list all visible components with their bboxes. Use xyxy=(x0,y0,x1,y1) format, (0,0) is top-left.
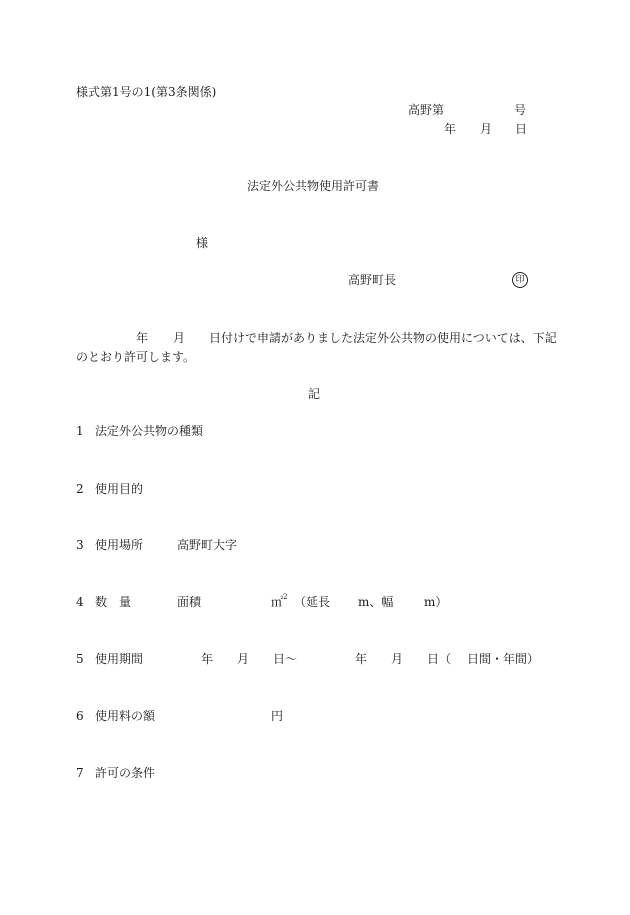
item-3-value: 高野町大字 xyxy=(177,538,238,552)
body-month: 月 xyxy=(173,331,186,345)
item-4-label: 数 量 xyxy=(95,595,132,609)
item-7-number: 7 xyxy=(76,766,84,780)
item-6-yen: 円 xyxy=(271,709,284,723)
seal-icon: 印 xyxy=(512,272,528,288)
item-4-extension: （延長 xyxy=(294,595,331,609)
date-year: 年 xyxy=(444,122,457,136)
item-5-start-year: 年 xyxy=(201,652,214,666)
item-4-number: 4 xyxy=(76,595,84,609)
item-2-number: 2 xyxy=(76,482,84,496)
item-5-end-year: 年 xyxy=(355,652,368,666)
date-day: 日 xyxy=(515,122,528,136)
item-5-number: 5 xyxy=(76,652,84,666)
item-5-end-month: 月 xyxy=(391,652,404,666)
issuer-name: 高野町長 xyxy=(348,273,397,287)
item-7-label: 許可の条件 xyxy=(95,766,156,780)
item-5-label: 使用期間 xyxy=(95,652,144,666)
item-4-unit-m-width: m、幅 xyxy=(358,595,394,609)
body-text-line1: 日付けで申請がありました法定外公共物の使用については、下記 xyxy=(209,331,557,345)
item-3-label: 使用場所 xyxy=(95,538,144,552)
ki-heading: 記 xyxy=(308,387,321,401)
item-5-start-day: 日～ xyxy=(273,652,298,666)
item-4-unit-m-close: m） xyxy=(424,595,448,609)
addressee-suffix: 様 xyxy=(196,236,209,250)
item-2-label: 使用目的 xyxy=(95,482,144,496)
item-3-number: 3 xyxy=(76,538,84,552)
item-6-label: 使用料の額 xyxy=(95,709,156,723)
doc-number-suffix: 号 xyxy=(514,103,527,117)
body-year: 年 xyxy=(136,331,149,345)
doc-number-prefix: 高野第 xyxy=(408,103,445,117)
item-5-start-month: 月 xyxy=(237,652,250,666)
form-label: 様式第1号の1(第3条関係) xyxy=(76,85,217,99)
date-month: 月 xyxy=(480,122,493,136)
document-title: 法定外公共物使用許可書 xyxy=(247,179,380,193)
item-4-unit-m2: ㎡$^2$ xyxy=(271,593,288,609)
item-1-label: 法定外公共物の種類 xyxy=(95,424,204,438)
item-5-end-day: 日（ xyxy=(427,652,452,666)
item-5-duration: 日間・年間） xyxy=(467,652,540,666)
item-6-number: 6 xyxy=(76,709,84,723)
item-1-number: 1 xyxy=(76,424,84,438)
body-text-line2: のとおり許可します。 xyxy=(76,350,196,364)
item-4-area: 面積 xyxy=(177,595,202,609)
